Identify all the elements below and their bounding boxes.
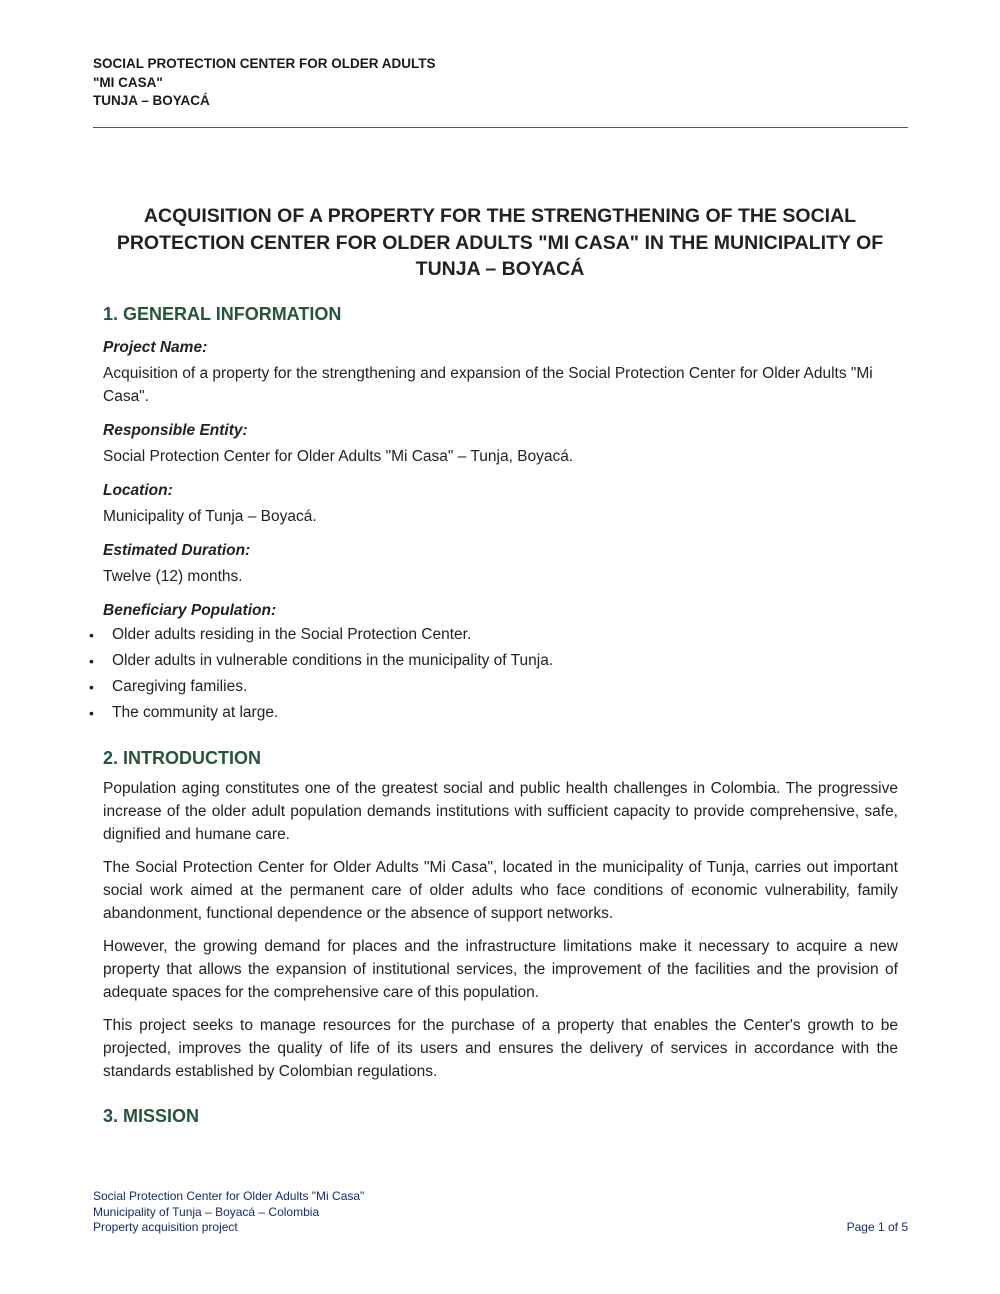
location-value: Municipality of Tunja – Boyacá.: [103, 508, 317, 525]
estimated-duration-value: Twelve (12) months.: [103, 568, 243, 585]
footer-location: Municipality of Tunja – Boyacá – Colombia: [93, 1204, 320, 1219]
introduction-paragraph: The Social Protection Center for Older Adults "Mi Casa", located in the municipality of Tunja, carries out important social work aimed at the permanent care of older adults who face conditions of economic vulnerability, family abandonment, functional dependence or the absence of support networks.: [103, 859, 898, 922]
estimated-duration-label: Estimated Duration:: [103, 542, 251, 559]
document-body: [89, 302, 898, 1128]
footer-project: Property acquisition project: [93, 1220, 238, 1234]
section-heading-general-information: 1. GENERAL INFORMATION: [103, 304, 342, 324]
responsible-entity-value: Social Protection Center for Older Adults "Mi Casa" – Tunja, Boyacá.: [103, 448, 574, 465]
header-center-name: "MI CASA": [93, 74, 163, 90]
beneficiary-text: Older adults residing in the Social Protection Center.: [112, 626, 472, 643]
title-line-1: ACQUISITION OF A PROPERTY FOR THE STRENGTHENING OF THE SOCIAL: [143, 205, 857, 227]
beneficiary-list: [89, 622, 898, 726]
beneficiary-text: Caregiving families.: [112, 678, 248, 695]
title-line-2: PROTECTION CENTER FOR OLDER ADULTS "MI CASA" IN THE MUNICIPALITY OF: [116, 231, 884, 254]
list-item: [89, 648, 898, 674]
page-header: [93, 55, 436, 111]
beneficiary-text: The community at large.: [112, 704, 279, 721]
list-item: [89, 674, 898, 700]
list-item: [89, 700, 898, 726]
project-name-value: Acquisition of a property for the strengthening and expansion of the Social Protection Center for Older Adults "Mi Casa".: [103, 365, 873, 405]
bullet-icon: •: [89, 679, 94, 695]
page-footer: [93, 1189, 364, 1236]
introduction-paragraph: This project seeks to manage resources for the purchase of a property that enables the Center's growth to be projected, improves the quality of life of its users and ensures the delivery of services in accordance with the standards established by Colombian regulations.: [103, 1017, 898, 1080]
document-title: [100, 203, 900, 283]
bullet-icon: •: [89, 627, 94, 643]
header-divider: [93, 127, 908, 128]
responsible-entity-label: Responsible Entity:: [103, 422, 248, 439]
section-heading-introduction: 2. INTRODUCTION: [103, 748, 262, 768]
header-organization: SOCIAL PROTECTION CENTER FOR OLDER ADULTS: [93, 56, 436, 71]
beneficiary-population-label: Beneficiary Population:: [103, 602, 277, 619]
page-number: Page 1 of 5: [846, 1220, 908, 1234]
introduction-paragraph: However, the growing demand for places and the infrastructure limitations make it necessary to acquire a new property that allows the expansion of institutional services, the improvement of the facilities and the provision of adequate spaces for the comprehensive care of this population.: [103, 938, 898, 1001]
location-label: Location:: [103, 482, 173, 499]
title-line-3: TUNJA – BOYACÁ: [415, 258, 585, 280]
introduction-paragraph: Population aging constitutes one of the greatest social and public health challenges in Colombia. The progressive increase of the older adult population demands institutions with sufficient capacity to provide comprehensive, safe, dignified and humane care.: [103, 780, 898, 843]
bullet-icon: •: [89, 653, 94, 669]
project-name-label: Project Name:: [103, 339, 208, 356]
bullet-icon: •: [89, 705, 94, 721]
section-heading-mission: 3. MISSION: [103, 1106, 200, 1126]
footer-center-name: Social Protection Center for Older Adults "Mi Casa": [93, 1189, 365, 1203]
beneficiary-text: Older adults in vulnerable conditions in the municipality of Tunja.: [112, 652, 554, 669]
list-item: [89, 622, 898, 648]
header-location: TUNJA – BOYACÁ: [93, 93, 210, 108]
